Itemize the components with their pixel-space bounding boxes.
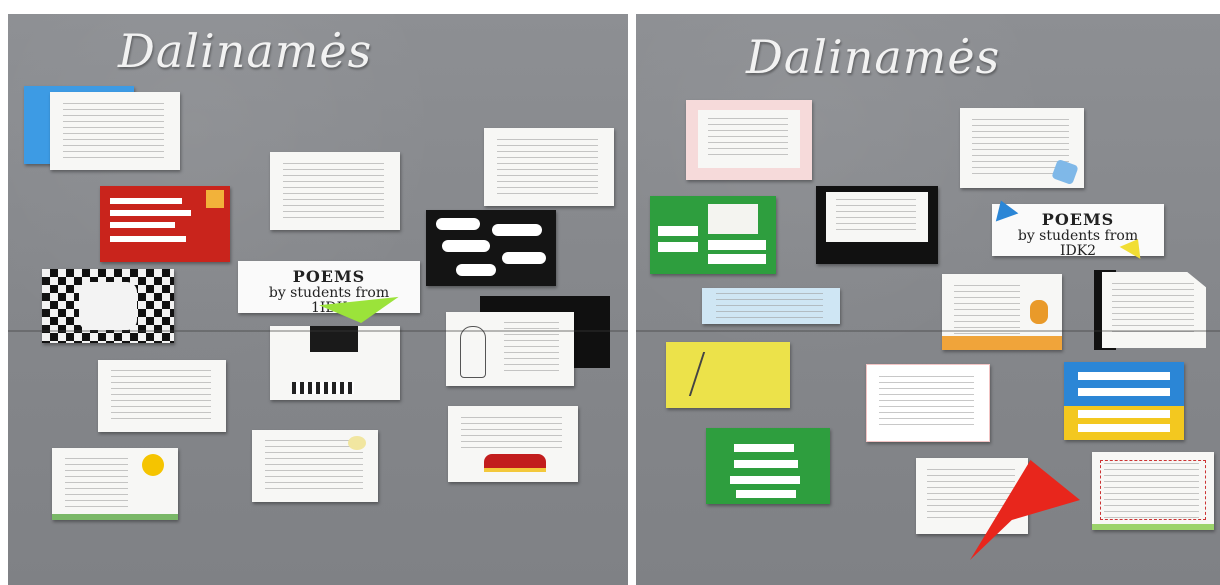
poem-sheet [1092,452,1214,530]
green-poster [706,428,830,504]
orange-square [206,190,224,208]
poem-sheet [98,360,226,432]
poem-sheet [448,406,578,482]
black-poster [816,186,938,264]
yellow-poster [666,342,790,408]
left-photo [8,14,628,585]
poem-sheet [270,326,400,400]
sun-drawing [142,454,164,476]
right-photo [636,14,1220,585]
folded-poem-sheet [1102,272,1206,348]
left-board-title: Dalinamės [118,24,373,78]
sign-title: POEMS [1041,210,1115,229]
toy-drawing [1030,300,1048,324]
blue-yellow-poster [1064,362,1184,440]
poem-sheet [866,364,990,442]
poem-sheet [446,312,574,386]
poem-sheet [484,128,614,206]
striped-drawing [292,382,354,394]
pink-poem-sheet [686,100,812,180]
poem-sheet [50,92,180,170]
right-board-title: Dalinamės [746,30,1001,84]
sign-class: 1IDK [310,300,348,316]
poem-sheet [960,108,1084,188]
sign-subtitle: by students from [1017,228,1139,244]
red-poster [100,186,230,262]
sign-title: POEMS [292,267,366,286]
blue-origami [1051,159,1079,185]
black-hat [310,326,358,352]
light-blue-poem [702,288,840,324]
green-poster [650,196,776,274]
poem-sheet [942,274,1062,350]
sign-subtitle: by students from [268,285,390,301]
figure-drawing [689,352,735,396]
checker-center [79,282,137,329]
poem-sheet [252,430,378,502]
sign-class: IDK2 [1059,243,1097,259]
checkerboard-poster [42,269,174,343]
grass-drawing [52,514,178,520]
black-cloud-poster [426,210,556,286]
red-drawing [484,454,546,472]
figure-drawing [460,326,486,378]
sun-poem-sheet [52,448,178,520]
poem-sheet [270,152,400,230]
